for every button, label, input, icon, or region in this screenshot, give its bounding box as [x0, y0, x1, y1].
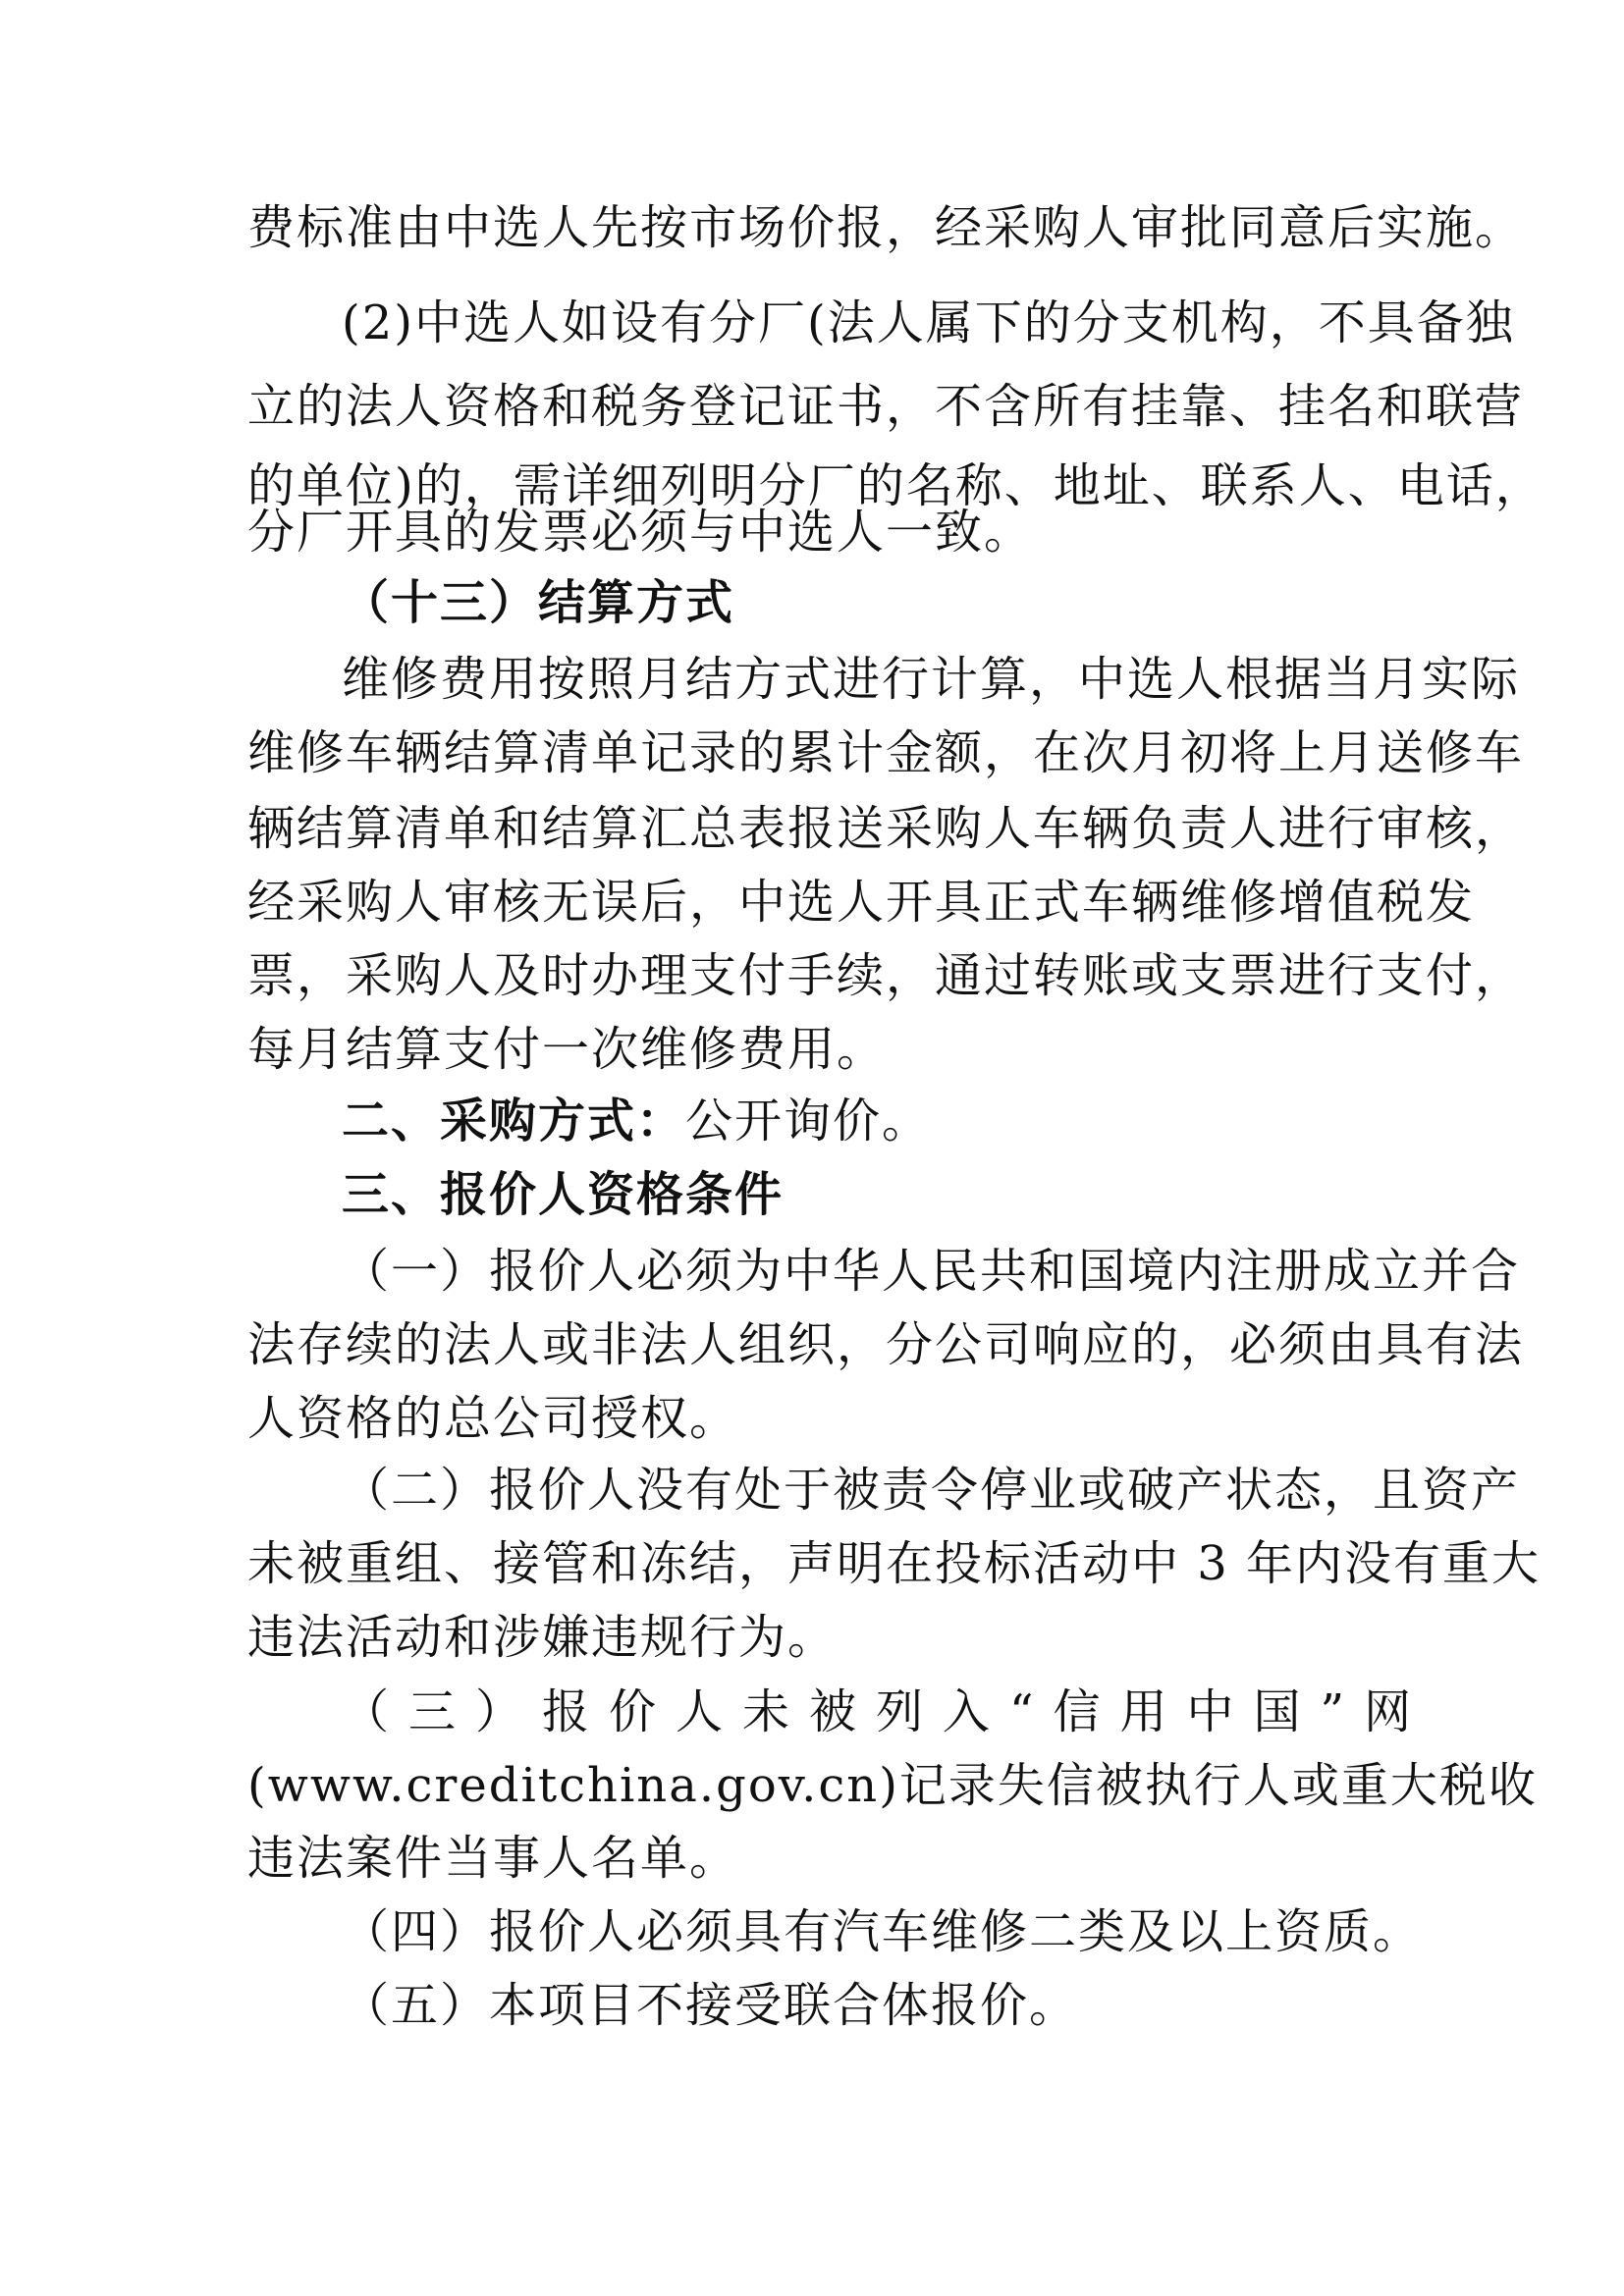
paragraph-line: 分厂开具的发票必须与中选人一致。 — [247, 505, 1034, 560]
paragraph-line: 每月结算支付一次维修费用。 — [247, 1022, 887, 1077]
section-heading: 三、报价人资格条件 — [342, 1167, 785, 1222]
paragraph-line: 经采购人审核无误后，中选人开具正式车辆维修增值税发 — [247, 875, 1476, 930]
heading-label: 二、采购方式： — [342, 1094, 686, 1148]
paragraph-line: （五）本项目不接受联合体报价。 — [342, 1978, 1079, 2033]
paragraph-line: (2)中选人如设有分厂(法人属下的分支机构，不具备独 — [342, 295, 1515, 350]
paragraph-line: 维修费用按照月结方式进行计算，中选人根据当月实际 — [342, 652, 1521, 707]
paragraph-line: 违法案件当事人名单。 — [247, 1831, 739, 1886]
paragraph-line: （三）报价人未被列入“信用中国”网 — [342, 1684, 1432, 1739]
section-heading — [342, 1090, 931, 1152]
paragraph-line: 费标准由中选人先按市场价报，经采购人审批同意后实施。 — [247, 200, 1525, 255]
paragraph-line: 未被重组、接管和冻结，声明在投标活动中 3 年内没有重大 — [247, 1536, 1542, 1591]
paragraph-line: （一）报价人必须为中华人民共和国境内注册成立并合 — [342, 1244, 1521, 1299]
paragraph-line: (www.creditchina.gov.cn)记录失信被执行人或重大税收 — [247, 1758, 1538, 1813]
paragraph-line: （四）报价人必须具有汽车维修二类及以上资质。 — [342, 1904, 1423, 1959]
paragraph-line: 立的法人资格和税务登记证书，不含所有挂靠、挂名和联营 — [247, 379, 1525, 434]
paragraph-line: 人资格的总公司授权。 — [247, 1391, 739, 1446]
section-heading: （十三）结算方式 — [342, 575, 735, 630]
paragraph-line: 违法活动和涉嫌违规行为。 — [247, 1610, 838, 1665]
heading-value: 公开询价。 — [685, 1094, 932, 1148]
paragraph-line: 的单位)的，需详细列明分厂的名称、地址、联系人、电话， — [247, 458, 1544, 513]
paragraph-line: 辆结算清单和结算汇总表报送采购人车辆负责人进行审核， — [247, 801, 1525, 856]
paragraph-line: 维修车辆结算清单记录的累计金额，在次月初将上月送修车 — [247, 725, 1525, 780]
paragraph-line: （二）报价人没有处于被责令停业或破产状态，且资产 — [342, 1463, 1521, 1518]
paragraph-line: 票，采购人及时办理支付手续，通过转账或支票进行支付， — [247, 948, 1525, 1003]
paragraph-line: 法存续的法人或非法人组织，分公司响应的，必须由具有法 — [247, 1317, 1525, 1372]
